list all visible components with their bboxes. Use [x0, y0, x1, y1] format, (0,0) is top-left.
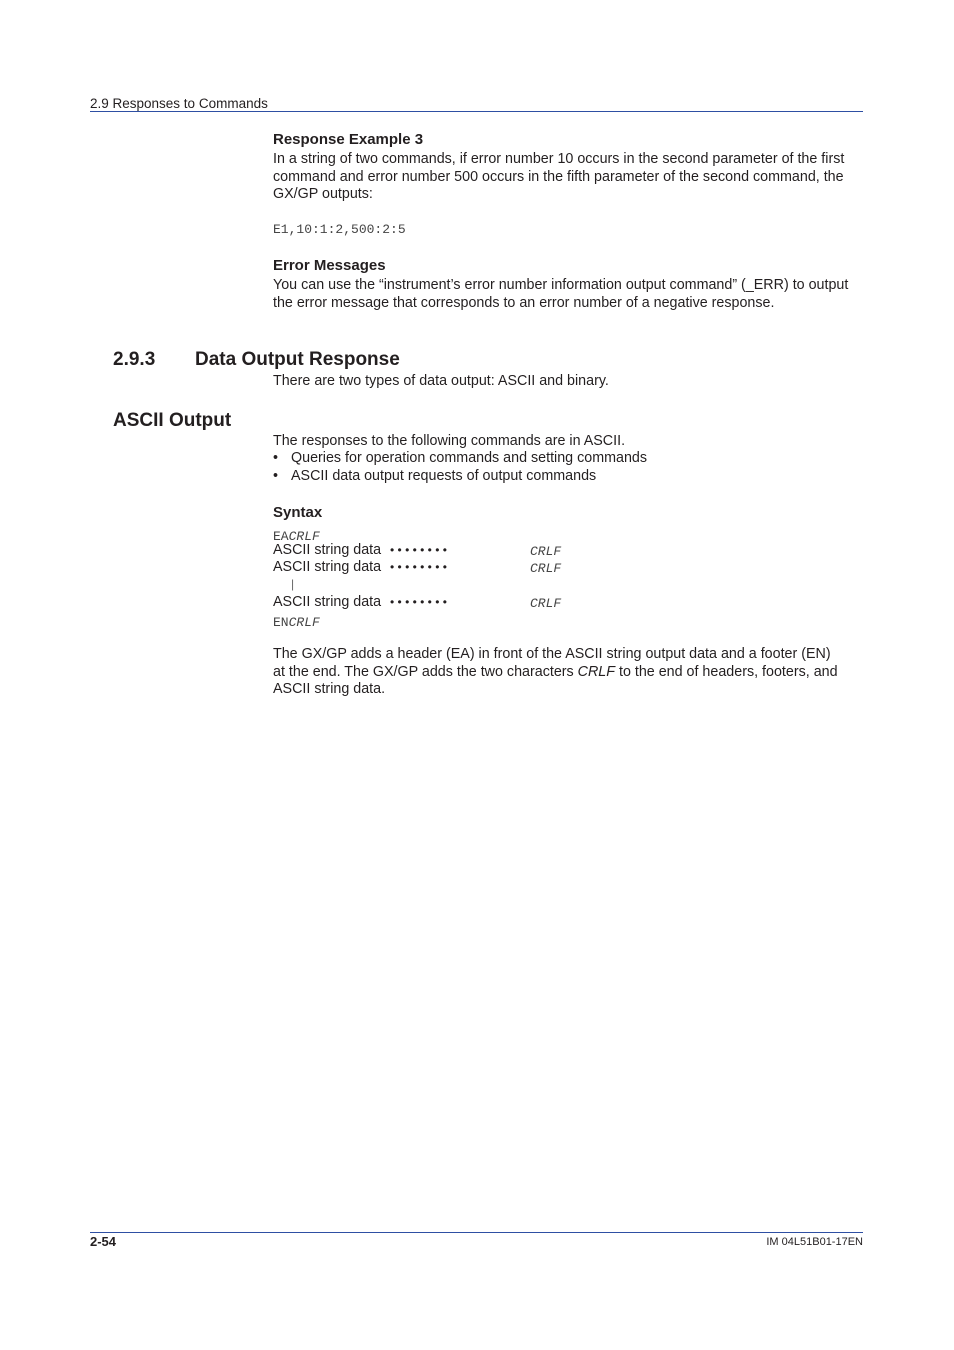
error-messages-heading: Error Messages	[273, 257, 386, 274]
text-line: You can use the “instrument’s error number information output command” (_ERR) to output	[273, 277, 849, 293]
syntax-data-label: ASCII string data	[273, 542, 382, 558]
syntax-crlf: CRLF	[288, 529, 320, 544]
syntax-data-label: ASCII string data	[273, 559, 382, 575]
text-line: ASCII string data.	[273, 681, 386, 697]
syntax-heading: Syntax	[273, 504, 323, 521]
syntax-dots: • • • • • • • •	[390, 543, 447, 557]
bullet: •	[273, 450, 279, 466]
syntax-continuation: |	[291, 577, 295, 591]
text-line: command and error number 500 occurs in the fifth parameter of the second command, the	[273, 168, 844, 185]
list-item-text: Queries for operation commands and setting commands	[291, 450, 648, 466]
text-span: at the end. The GX/GP adds the two characters	[273, 663, 578, 680]
section-title: Data Output Response	[195, 349, 400, 370]
syntax-footer-prefix: EN	[273, 615, 289, 630]
section-intro: There are two types of data output: ASCII and binary.	[273, 373, 609, 389]
text-span: to the end of headers, footers, and	[615, 663, 838, 680]
document-id: IM 04L51B01-17EN	[766, 1236, 863, 1248]
syntax-data-line	[273, 594, 381, 612]
syntax-header-prefix: EA	[273, 529, 289, 544]
ascii-output-description	[273, 646, 838, 699]
page-number: 2-54	[90, 1234, 117, 1249]
list-item-text: ASCII data output requests of output commands	[291, 467, 597, 484]
header-rule	[90, 111, 863, 112]
syntax-data-label: ASCII string data	[273, 594, 382, 610]
syntax-crlf: CRLF	[530, 561, 562, 576]
text-line: The GX/GP adds a header (EA) in front of the ASCII string output data and a footer (EN)	[273, 646, 831, 662]
syntax-crlf: CRLF	[288, 615, 320, 630]
list-item	[273, 450, 647, 468]
syntax-dots: • • • • • • • •	[390, 560, 447, 574]
bullet: •	[273, 467, 279, 484]
running-header: 2.9 Responses to Commands	[90, 96, 268, 111]
response-example-3-heading: Response Example 3	[273, 131, 424, 148]
text-line: the error message that corresponds to an error number of a negative response.	[273, 294, 775, 311]
error-messages-text	[273, 277, 848, 312]
syntax-crlf: CRLF	[530, 544, 562, 559]
response-example-3-text	[273, 151, 844, 204]
ascii-output-intro: The responses to the following commands are in ASCII.	[273, 433, 626, 449]
crlf-term: CRLF	[577, 663, 615, 680]
response-example-3-code: E1,10:1:2,500:2:5	[273, 222, 406, 237]
ascii-output-bullets	[273, 450, 647, 485]
text-line: GX/GP outputs:	[273, 186, 373, 202]
section-number: 2.9.3	[113, 349, 156, 370]
list-item	[273, 468, 647, 486]
syntax-footer-line	[273, 613, 320, 631]
footer-rule	[90, 1232, 863, 1233]
syntax-data-line	[273, 542, 381, 560]
text-line	[273, 664, 838, 682]
syntax-dots: • • • • • • • •	[390, 595, 447, 609]
text-line: In a string of two commands, if error number 10 occurs in the second parameter of the first	[273, 151, 845, 167]
syntax-crlf: CRLF	[530, 596, 562, 611]
syntax-data-line	[273, 559, 381, 577]
ascii-output-heading: ASCII Output	[113, 410, 232, 431]
